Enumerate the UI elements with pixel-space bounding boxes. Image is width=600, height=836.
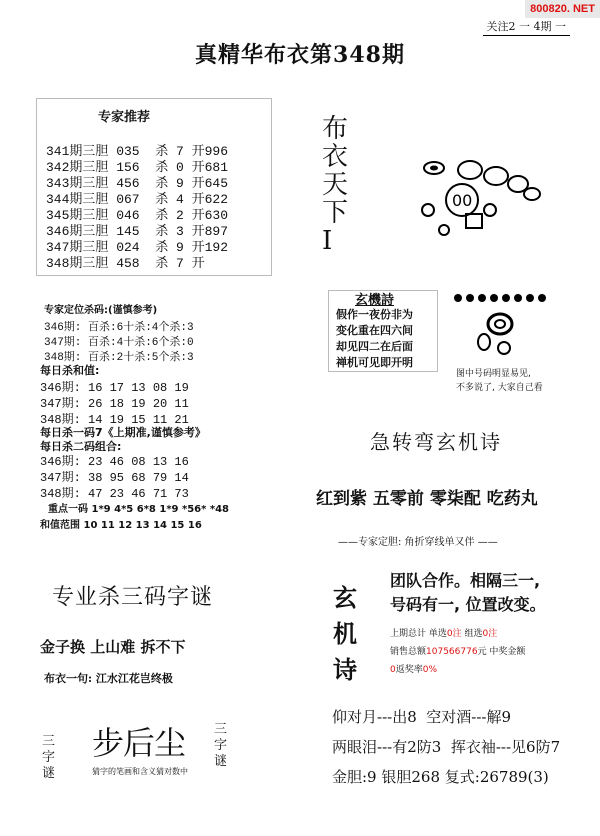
key-group: 重点一码 1*9 4*5 6*8 1*9 *56* *48: [48, 504, 229, 515]
two-kill-row: 347期: 38 95 68 79 14: [40, 471, 189, 485]
sales-line: [390, 644, 525, 657]
riddle-center: 步后尘: [92, 724, 186, 762]
site-watermark: 800820. NET: [525, 0, 600, 18]
expert-row: 343期三胆 456 杀 9 开645: [46, 176, 229, 191]
stat-text: 销售总额: [390, 647, 427, 657]
stat-text: 返奖率: [395, 665, 423, 675]
figure-note: 不多说了, 大家自己看: [456, 383, 543, 393]
kill-row: 348期: 百杀:2十杀:5个杀:3: [44, 352, 194, 364]
svg-text:00: 00: [452, 191, 473, 210]
left-riddle-label: 三字谜: [42, 734, 56, 781]
rings-figure: [448, 292, 568, 362]
poem-line: 变化重在四六间: [336, 324, 413, 337]
riddle-note: 猜字的笔画和含义猜对数中: [92, 767, 188, 776]
poem-line: 却见四二在后面: [336, 340, 413, 353]
one-kill-heading: 每日杀一码7《上期准,谨慎参考》: [40, 426, 206, 439]
xuanji-label: 玄机诗: [333, 583, 357, 684]
kill-row: 347期: 百杀:4十杀:6个杀:0: [44, 337, 194, 349]
sum-heading: 每日杀和值:: [40, 364, 100, 377]
return-value: 0: [390, 665, 396, 675]
right-riddle-label: 三字谜: [214, 722, 228, 769]
stat-value: 0注: [446, 629, 462, 639]
riddle-heading: 专业杀三码字谜: [52, 585, 214, 610]
buyi-title: 布衣天下I: [322, 114, 349, 256]
clue-row: 两眼泪---有2防3 挥衣袖---见6防7: [332, 738, 561, 756]
stat-text: 上期总计 单选: [390, 629, 447, 639]
return-value: 0%: [422, 665, 438, 675]
sum-row: 348期: 14 19 15 11 21: [40, 413, 189, 427]
stat-line: [390, 626, 497, 639]
expert-row: 345期三胆 046 杀 2 开630: [46, 208, 229, 223]
poem-line: 假作一夜份非为: [336, 308, 413, 321]
kill-row: 346期: 百杀:6十杀:4个杀:3: [44, 322, 194, 334]
two-kill-row: 346期: 23 46 08 13 16: [40, 455, 189, 469]
clue-row: 仰对月---出8 空对酒---解9: [332, 708, 512, 726]
riddle-clue: 金子换 上山难 拆不下: [40, 638, 186, 656]
expert-row: 347期三胆 024 杀 9 开192: [46, 240, 229, 255]
two-kill-heading: 每日杀二码组合:: [40, 440, 122, 453]
follow-note: 关注2 一 4期 一: [483, 18, 571, 36]
poem-line: 禅机可见即开明: [336, 356, 413, 369]
return-line: [390, 662, 437, 675]
expert-line: ——专家定胆: 角折穿线单又伴 ——: [338, 537, 498, 548]
idiom-line: 红到紫 五零前 零柒配 吃药丸: [316, 489, 538, 509]
buyi-line: 布衣一句: 江水江花岂终极: [44, 672, 173, 685]
figure-note: 图中号码明显易见,: [456, 369, 531, 379]
two-kill-row: 348期: 47 23 46 71 73: [40, 487, 189, 501]
sales-value: 107566776: [426, 647, 478, 657]
expert-heading: 专家推荐: [98, 110, 151, 125]
sum-row: 346期: 16 17 13 08 19: [40, 381, 189, 395]
expert-row: 348期三胆 458 杀 7 开: [46, 256, 205, 271]
expert-row: 346期三胆 145 杀 3 开897: [46, 224, 229, 239]
team-line: 号码有一, 位置改变。: [390, 595, 546, 614]
riddle-poem-title: 急转弯玄机诗: [370, 430, 502, 454]
kill-heading: 专家定位杀码:(谨慎参考): [44, 305, 158, 316]
clue-row: 金胆:9 银胆268 复式:26789(3): [332, 768, 549, 786]
stat-text: 组选: [464, 629, 483, 639]
expert-row: 341期三胆 035 杀 7 开996: [46, 144, 229, 159]
stat-text: 元 中奖金额: [477, 647, 526, 657]
stat-value: 0注: [482, 629, 498, 639]
page-title: 真精华布衣第348期: [195, 42, 405, 68]
expert-row: 344期三胆 067 杀 4 开622: [46, 192, 229, 207]
sum-row: 347期: 26 18 19 20 11: [40, 397, 189, 411]
sum-range: 和值范围 10 11 12 13 14 15 16: [40, 520, 202, 531]
expert-row: 342期三胆 156 杀 0 开681: [46, 160, 229, 175]
circles-figure: [400, 140, 550, 250]
poem-title: 玄機詩: [355, 293, 395, 308]
team-line: 团队合作。相隔三一,: [390, 571, 541, 590]
